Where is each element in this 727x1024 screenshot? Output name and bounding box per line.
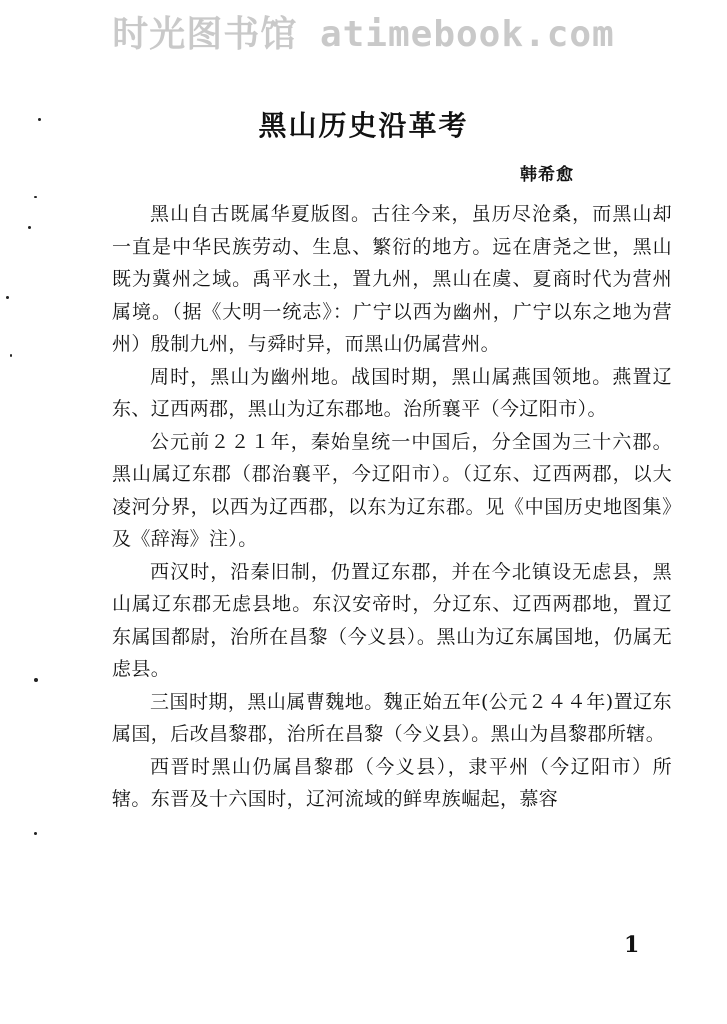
scan-speck <box>34 196 37 198</box>
paragraph-6: 西晋时黑山仍属昌黎郡（今义县），隶平州（今辽阳市）所辖。东晋及十六国时，辽河流域的鲜卑族崛起，慕容 <box>112 755 672 810</box>
page-title: 黑山历史沿革考 <box>258 109 469 142</box>
scan-speck <box>38 118 41 121</box>
body-text <box>112 198 672 816</box>
paragraph-4: 西汉时，沿秦旧制，仍置辽东郡，并在今北镇设无虑县，黑山属辽东郡无虑县地。东汉安帝时，分辽东、辽西两郡地，置辽东属国都尉，治所在昌黎（今义县）。黑山为辽东属国地，仍属无虑县。 <box>112 560 672 680</box>
author-name: 韩希愈 <box>520 165 574 185</box>
scan-speck <box>6 296 9 299</box>
paragraph-3: 公元前２２１年，秦始皇统一中国后，分全国为三十六郡。黑山属辽东郡（郡治襄平，今辽阳市）。（辽东、辽西两郡，以大凌河分界，以西为辽西郡，以东为辽东郡。见《中国历史地图集》及《辞海》注）。 <box>112 430 672 550</box>
paragraph-1: 黑山自古既属华夏版图。古往今来，虽历尽沧桑，而黑山却一直是中华民族劳动、生息、繁衍的地方。远在唐尧之世，黑山既为冀州之域。禹平水土，置九州，黑山在虞、夏商时代为营州属境。（据《大明一统志》：广宁以西为幽州，广宁以东之地为营州）殷制九州，与舜时异，而黑山仍属营州。 <box>112 203 672 355</box>
page-number: 1 <box>624 932 640 958</box>
paragraph-5: 三国时期，黑山属曹魏地。魏正始五年(公元２４４年)置辽东属国，后改昌黎郡，治所在昌黎（今义县）。黑山为昌黎郡所辖。 <box>112 690 672 745</box>
watermark: 时光图书馆 atimebook.com <box>112 14 615 55</box>
scan-speck <box>34 832 37 835</box>
scan-speck <box>10 354 12 357</box>
scan-speck <box>34 678 38 682</box>
paragraph-2: 周时，黑山为幽州地。战国时期，黑山属燕国领地。燕置辽东、辽西两郡，黑山为辽东郡地。治所襄平（今辽阳市）。 <box>112 365 672 420</box>
scan-speck <box>28 226 31 229</box>
